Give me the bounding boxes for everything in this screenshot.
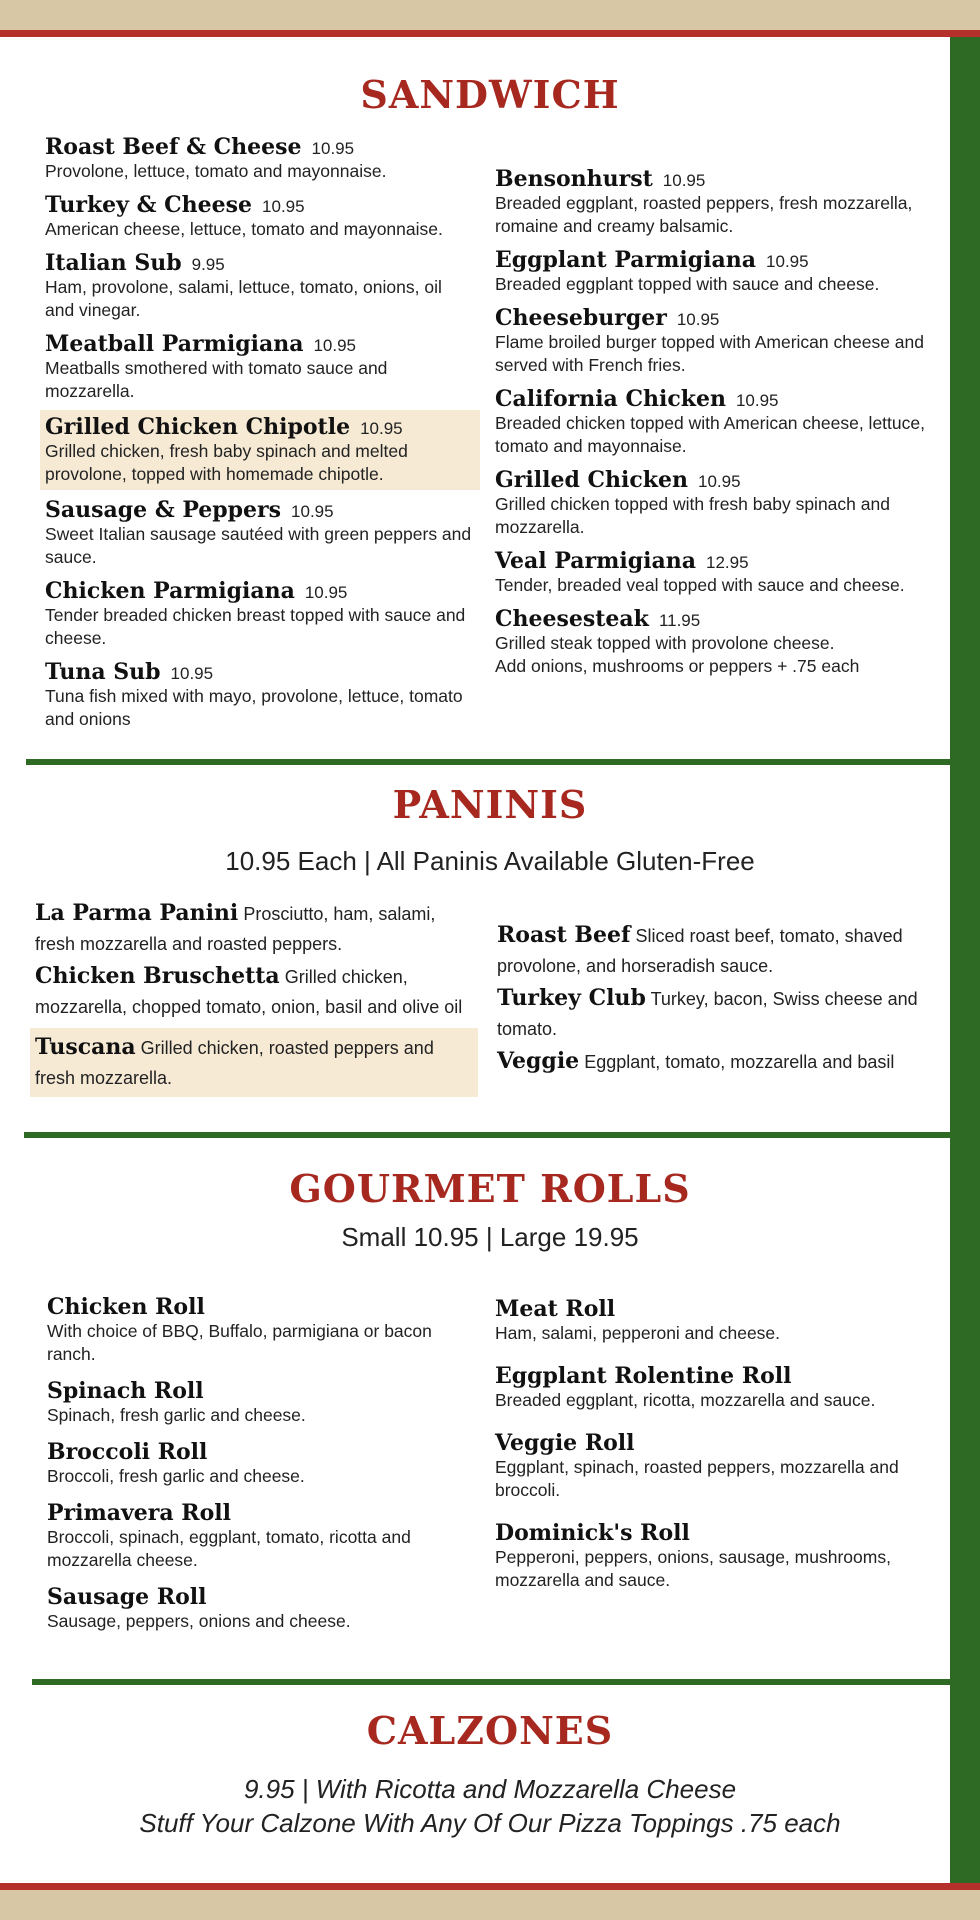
item-price: 10.95 [304, 583, 348, 602]
item-name: Meatball Parmigiana [45, 331, 304, 357]
item-desc: Eggplant, tomato, mozzarella and basil [584, 1052, 895, 1072]
menu-item [490, 384, 930, 460]
item-price: 10.95 [735, 391, 779, 410]
rolls-subtitle: Small 10.95 | Large 19.95 [341, 1222, 639, 1252]
item-name: Eggplant Rolentine Roll [495, 1363, 792, 1389]
item-desc: With choice of BBQ, Buffalo, parmigiana or bacon ranch. [47, 1321, 432, 1364]
item-price: 10.95 [291, 502, 334, 521]
item-desc: Breaded eggplant, roasted peppers, fresh mozzarella, romaine and creamy balsamic. [495, 193, 913, 236]
item-price: 10.95 [170, 664, 214, 683]
section-title-paninis: PANINIS [392, 782, 588, 827]
panini-item [492, 920, 932, 981]
rolls-left-column [42, 1292, 482, 1635]
menu-item [40, 576, 480, 652]
item-desc: Breaded chicken topped with American cheese, lettuce, tomato and mayonnaise. [495, 413, 925, 456]
item-name: Cheeseburger [495, 305, 667, 331]
menu-item [490, 604, 930, 680]
rolls-right-column [490, 1294, 932, 1594]
menu-item [40, 190, 480, 243]
top-border [0, 0, 980, 30]
roll-item [490, 1361, 932, 1414]
item-name: Veggie Roll [495, 1430, 635, 1456]
section-divider [32, 1679, 950, 1685]
item-name: Roast Beef & Cheese [45, 134, 302, 160]
item-name: Tuna Sub [45, 659, 161, 685]
item-desc: Sweet Italian sausage sautéed with green peppers and sauce. [45, 524, 472, 567]
item-desc: Spinach, fresh garlic and cheese. [47, 1405, 306, 1425]
panini-item [30, 898, 478, 959]
menu-item [490, 465, 930, 541]
item-desc: Sausage, peppers, onions and cheese. [47, 1611, 351, 1631]
panini-item [492, 1046, 932, 1077]
item-name: Bensonhurst [495, 166, 653, 192]
section-divider [26, 759, 950, 765]
item-desc: Breaded eggplant topped with sauce and cheese. [495, 274, 880, 294]
paninis-left-column [30, 898, 478, 1097]
sandwich-right-column [490, 164, 930, 680]
panini-item [30, 961, 478, 1022]
item-name: Primavera Roll [47, 1500, 231, 1526]
item-name: Chicken Roll [47, 1294, 205, 1320]
item-name: Turkey Club [497, 985, 646, 1011]
item-name: Cheesesteak [495, 606, 649, 632]
menu-item [490, 546, 930, 599]
item-desc: Meatballs smothered with tomato sauce and mozzarella. [45, 358, 388, 401]
item-name: La Parma Panini [35, 900, 239, 926]
item-name: Broccoli Roll [47, 1439, 208, 1465]
item-desc: American cheese, lettuce, tomato and mayonnaise. [45, 219, 443, 239]
bottom-border [0, 1890, 980, 1920]
item-desc: Ham, salami, pepperoni and cheese. [495, 1323, 781, 1343]
section-title-sandwich: SANDWICH [360, 72, 620, 117]
item-price: 9.95 [191, 255, 225, 274]
menu-item [40, 329, 480, 405]
item-desc: Tender, breaded veal topped with sauce and cheese. [495, 575, 905, 595]
panini-item-featured [30, 1028, 478, 1097]
item-desc: Provolone, lettuce, tomato and mayonnaise. [45, 161, 387, 181]
item-desc: Ham, provolone, salami, lettuce, tomato, onions, oil and vinegar. [45, 277, 442, 320]
item-name: Grilled Chicken [495, 467, 688, 493]
item-desc: Broccoli, spinach, eggplant, tomato, ricotta and mozzarella cheese. [47, 1527, 411, 1570]
item-name: Sausage Roll [47, 1584, 207, 1610]
roll-item [42, 1292, 482, 1368]
menu-item [40, 132, 480, 185]
item-price: 11.95 [658, 611, 701, 630]
item-price: 12.95 [706, 553, 749, 572]
roll-item [490, 1518, 932, 1594]
section-divider [24, 1132, 950, 1138]
paninis-subtitle: 10.95 Each | All Paninis Available Gluten-Free [225, 846, 755, 876]
item-desc: Tuna fish mixed with mayo, provolone, lettuce, tomato and onions [45, 686, 463, 729]
item-name: Sausage & Peppers [45, 497, 282, 523]
item-desc: Tender breaded chicken breast topped with sauce and cheese. [45, 605, 466, 648]
item-name: Chicken Bruschetta [35, 963, 280, 989]
item-price: 10.95 [311, 139, 355, 158]
menu-item [40, 495, 480, 571]
item-price: 10.95 [697, 472, 741, 491]
sandwich-left-column [40, 132, 480, 733]
section-title-gourmet-rolls: GOURMET ROLLS [289, 1166, 691, 1211]
item-desc: Grilled chicken topped with fresh baby spinach and mozzarella. [495, 494, 890, 537]
item-desc: Pepperoni, peppers, onions, sausage, mushrooms, mozzarella and sauce. [495, 1547, 891, 1590]
item-desc: Grilled chicken, fresh baby spinach and melted provolone, topped with homemade chipotle. [45, 441, 408, 484]
item-price: 10.95 [766, 252, 809, 271]
right-green-border [950, 37, 980, 1883]
item-name: California Chicken [495, 386, 726, 412]
item-name: Veggie [497, 1048, 580, 1074]
roll-item [42, 1582, 482, 1635]
section-title-calzones: CALZONES [366, 1708, 614, 1753]
item-desc: Flame broiled burger topped with American cheese and served with French fries. [495, 332, 924, 375]
item-price: 10.95 [676, 310, 720, 329]
bottom-red-line [0, 1883, 980, 1890]
menu-item [490, 245, 930, 298]
item-note: Add onions, mushrooms or peppers + .75 each [495, 656, 860, 676]
item-name: Grilled Chicken Chipotle [45, 414, 351, 440]
paninis-right-column [492, 920, 932, 1077]
item-name: Turkey & Cheese [45, 192, 253, 218]
menu-item [490, 164, 930, 240]
item-name: Roast Beef [497, 922, 631, 948]
item-price: 10.95 [360, 419, 403, 438]
roll-item [42, 1498, 482, 1574]
item-desc: Sliced roast beef, tomato, shaved provolone, and horseradish sauce. [497, 926, 903, 976]
menu-item [40, 248, 480, 324]
item-desc: Prosciutto, ham, salami, fresh mozzarella and roasted peppers. [35, 904, 436, 954]
item-desc: Turkey, bacon, Swiss cheese and tomato. [497, 989, 918, 1039]
menu-item [490, 303, 930, 379]
item-price: 10.95 [313, 336, 357, 355]
roll-item [42, 1376, 482, 1429]
top-red-line [0, 30, 980, 37]
item-name: Chicken Parmigiana [45, 578, 295, 604]
item-name: Dominick's Roll [495, 1520, 690, 1546]
item-desc: Broccoli, fresh garlic and cheese. [47, 1466, 305, 1486]
item-name: Tuscana [35, 1034, 136, 1060]
calzones-line-2: Stuff Your Calzone With Any Of Our Pizza Toppings .75 each [139, 1808, 841, 1838]
item-price: 10.95 [662, 171, 706, 190]
item-name: Eggplant Parmigiana [495, 247, 757, 273]
item-desc: Breaded eggplant, ricotta, mozzarella and sauce. [495, 1390, 876, 1410]
menu-item-featured [40, 410, 480, 490]
item-desc: Grilled steak topped with provolone cheese. [495, 633, 835, 653]
item-name: Veal Parmigiana [495, 548, 696, 574]
item-name: Spinach Roll [47, 1378, 204, 1404]
item-price: 10.95 [262, 197, 305, 216]
roll-item [42, 1437, 482, 1490]
roll-item [490, 1294, 932, 1347]
panini-item [492, 983, 932, 1044]
item-desc: Grilled chicken, roasted peppers and fresh mozzarella. [35, 1038, 434, 1088]
item-desc: Eggplant, spinach, roasted peppers, mozzarella and broccoli. [495, 1457, 899, 1500]
item-name: Italian Sub [45, 250, 182, 276]
menu-item [40, 657, 480, 733]
item-desc: Grilled chicken, mozzarella, chopped tomato, onion, basil and olive oil [35, 967, 463, 1017]
item-name: Meat Roll [495, 1296, 616, 1322]
calzones-line-1: 9.95 | With Ricotta and Mozzarella Cheese [243, 1774, 737, 1804]
roll-item [490, 1428, 932, 1504]
